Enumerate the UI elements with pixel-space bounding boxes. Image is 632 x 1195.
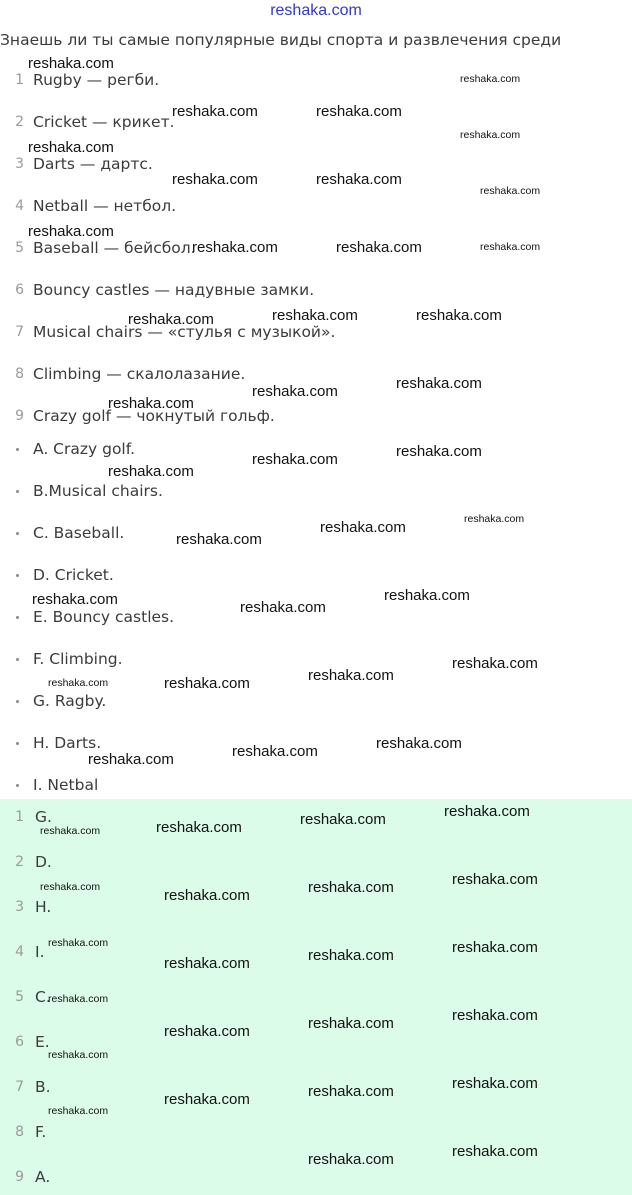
- item-number: 6: [15, 282, 24, 298]
- answer-text: D.: [35, 853, 52, 871]
- bullet-icon: [16, 616, 19, 619]
- page-title: Знаешь ли ты самые популярные виды спорта и развлечения среди: [0, 31, 562, 49]
- watermark: reshaka.com: [396, 443, 482, 460]
- bullet-icon: [16, 658, 19, 661]
- answer-item: [0, 1165, 50, 1189]
- option-item: [0, 773, 98, 797]
- option-item: [0, 689, 106, 713]
- item-number: 8: [15, 366, 24, 382]
- option-item: [0, 563, 114, 587]
- answer-text: F.: [35, 1123, 47, 1141]
- site-name[interactable]: reshaka.com: [270, 2, 362, 19]
- answer-number: 9: [15, 1169, 24, 1185]
- watermark: reshaka.com: [308, 1083, 394, 1100]
- option-text: C. Baseball.: [33, 524, 125, 542]
- answer-item: [0, 1030, 50, 1054]
- watermark: reshaka.com: [28, 223, 114, 240]
- list-item: [0, 110, 175, 134]
- answer-item: [0, 985, 51, 1009]
- option-text: B.Musical chairs.: [33, 482, 163, 500]
- bullet-icon: [16, 700, 19, 703]
- option-item: [0, 437, 135, 461]
- watermark: reshaka.com: [48, 677, 109, 689]
- option-item: [0, 521, 124, 545]
- item-number: 4: [15, 198, 24, 214]
- watermark: reshaka.com: [172, 171, 258, 188]
- watermark: reshaka.com: [48, 1105, 109, 1117]
- answer-text: I.: [35, 943, 45, 961]
- item-text: Bouncy castles — надувные замки.: [33, 281, 315, 299]
- answer-item: [0, 1120, 46, 1144]
- watermark: reshaka.com: [40, 881, 101, 893]
- option-item: [0, 647, 123, 671]
- watermark: reshaka.com: [164, 887, 250, 904]
- answer-number: 2: [15, 854, 24, 870]
- watermark: reshaka.com: [416, 307, 502, 324]
- watermark: reshaka.com: [108, 395, 194, 412]
- watermark: reshaka.com: [240, 599, 326, 616]
- watermark: reshaka.com: [308, 947, 394, 964]
- option-text: D. Cricket.: [33, 566, 114, 584]
- option-item: [0, 479, 163, 503]
- item-text: Crazy golf — чокнутый гольф.: [33, 407, 275, 425]
- option-text: A. Crazy golf.: [33, 440, 135, 458]
- answer-text: B.: [35, 1078, 51, 1096]
- bullet-icon: [16, 574, 19, 577]
- watermark: reshaka.com: [308, 1151, 394, 1168]
- bullet-icon: [16, 532, 19, 535]
- bullet-icon: [16, 448, 19, 451]
- answer-number: 8: [15, 1124, 24, 1140]
- answer-number: 5: [15, 989, 24, 1005]
- item-text: Netball — нетбол.: [33, 197, 177, 215]
- item-number: 5: [15, 240, 24, 256]
- watermark: reshaka.com: [272, 307, 358, 324]
- watermark: reshaka.com: [452, 939, 538, 956]
- answer-item: [0, 850, 52, 874]
- item-text: Musical chairs — «стулья с музыкой».: [33, 323, 336, 341]
- item-number: 7: [15, 324, 24, 340]
- watermark: reshaka.com: [452, 1143, 538, 1160]
- answer-text: E.: [35, 1033, 50, 1051]
- watermark: reshaka.com: [452, 655, 538, 672]
- watermark: reshaka.com: [480, 185, 541, 197]
- watermark: reshaka.com: [460, 73, 521, 85]
- watermark: reshaka.com: [396, 375, 482, 392]
- watermark: reshaka.com: [232, 743, 318, 760]
- watermark: reshaka.com: [452, 1007, 538, 1024]
- answer-number: 3: [15, 899, 24, 915]
- watermark: reshaka.com: [88, 751, 174, 768]
- watermark: reshaka.com: [48, 993, 109, 1005]
- answer-text: C.: [35, 988, 51, 1006]
- item-text: Cricket — крикет.: [33, 113, 175, 131]
- watermark: reshaka.com: [308, 1015, 394, 1032]
- watermark: reshaka.com: [452, 1075, 538, 1092]
- watermark: reshaka.com: [48, 1049, 109, 1061]
- list-item: [0, 194, 176, 218]
- option-text: G. Ragby.: [33, 692, 107, 710]
- answer-item: [0, 1075, 51, 1099]
- item-text: Climbing — скалолазание.: [33, 365, 246, 383]
- answer-item: [0, 940, 45, 964]
- watermark: reshaka.com: [384, 587, 470, 604]
- item-number: 3: [15, 156, 24, 172]
- watermark: reshaka.com: [308, 667, 394, 684]
- watermark: reshaka.com: [252, 451, 338, 468]
- answer-number: 1: [15, 809, 24, 825]
- option-item: [0, 731, 101, 755]
- watermark: reshaka.com: [172, 103, 258, 120]
- watermark: reshaka.com: [164, 1091, 250, 1108]
- watermark: reshaka.com: [252, 383, 338, 400]
- answer-number: 6: [15, 1034, 24, 1050]
- watermark: reshaka.com: [48, 937, 109, 949]
- watermark: reshaka.com: [28, 55, 114, 72]
- bullet-icon: [16, 742, 19, 745]
- watermark: reshaka.com: [164, 955, 250, 972]
- answer-number: 7: [15, 1079, 24, 1095]
- option-text: F. Climbing.: [33, 650, 123, 668]
- item-text: Darts — дартс.: [33, 155, 153, 173]
- watermark: reshaka.com: [452, 871, 538, 888]
- watermark: reshaka.com: [128, 311, 214, 328]
- list-item: [0, 278, 314, 302]
- watermark: reshaka.com: [460, 129, 521, 141]
- watermark: reshaka.com: [480, 241, 541, 253]
- bullet-icon: [16, 490, 19, 493]
- bullet-icon: [16, 784, 19, 787]
- watermark: reshaka.com: [176, 531, 262, 548]
- option-item: [0, 605, 174, 629]
- watermark: reshaka.com: [316, 103, 402, 120]
- watermark: reshaka.com: [192, 239, 278, 256]
- item-number: 9: [15, 408, 24, 424]
- watermark: reshaka.com: [32, 591, 118, 608]
- option-text: E. Bouncy castles.: [33, 608, 175, 626]
- item-number: 1: [15, 72, 24, 88]
- item-text: Rugby — регби.: [33, 71, 160, 89]
- answer-text: A.: [35, 1168, 51, 1186]
- option-text: H. Darts.: [33, 734, 102, 752]
- watermark: reshaka.com: [316, 171, 402, 188]
- watermark: reshaka.com: [300, 811, 386, 828]
- watermark: reshaka.com: [40, 825, 101, 837]
- watermark: reshaka.com: [156, 819, 242, 836]
- answer-text: H.: [35, 898, 52, 916]
- watermark: reshaka.com: [444, 803, 530, 820]
- watermark: reshaka.com: [164, 1023, 250, 1040]
- watermark: reshaka.com: [320, 519, 406, 536]
- watermark: reshaka.com: [308, 879, 394, 896]
- watermark: reshaka.com: [336, 239, 422, 256]
- watermark: reshaka.com: [28, 139, 114, 156]
- answer-item: [0, 895, 51, 919]
- watermark: reshaka.com: [464, 513, 525, 525]
- answer-number: 4: [15, 944, 24, 960]
- watermark: reshaka.com: [108, 463, 194, 480]
- list-item: [0, 362, 245, 386]
- item-number: 2: [15, 114, 24, 130]
- watermark: reshaka.com: [164, 675, 250, 692]
- item-text: Baseball — бейсбол.: [33, 239, 196, 257]
- watermark: reshaka.com: [376, 735, 462, 752]
- option-text: I. Netbal: [33, 776, 99, 794]
- answer-text: G.: [35, 808, 52, 826]
